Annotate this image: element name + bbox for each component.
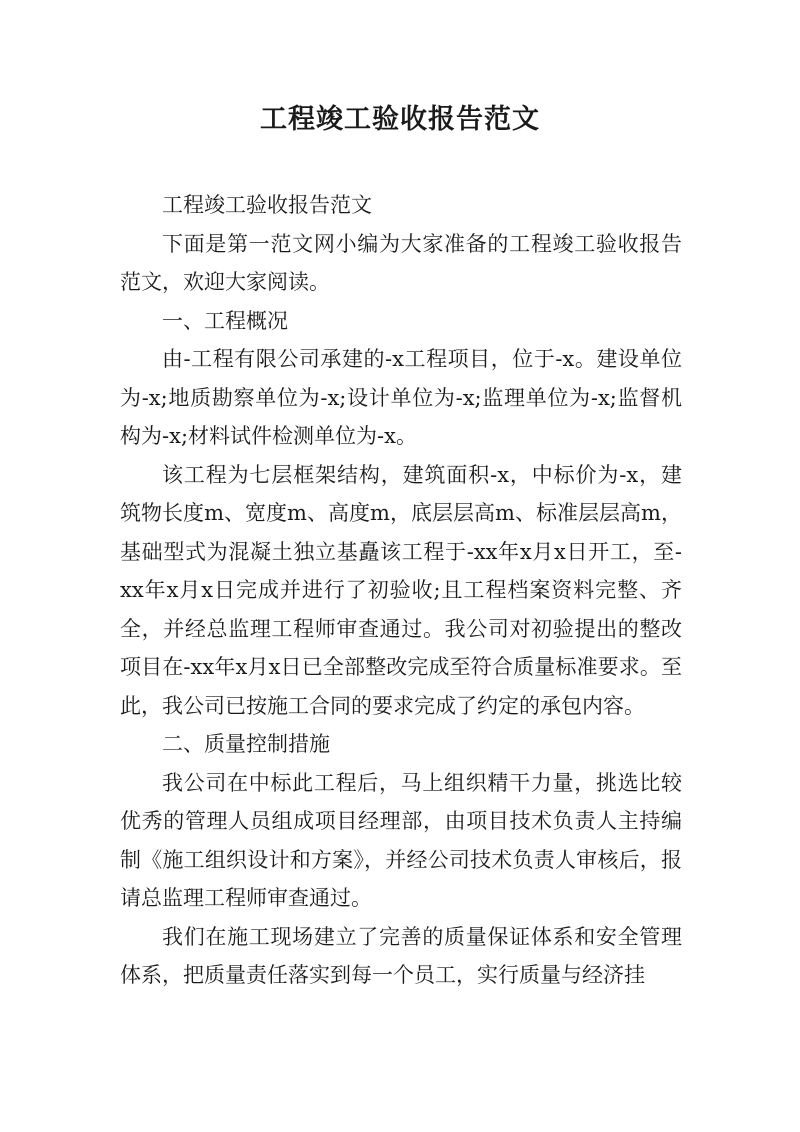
paragraph-project-units: 由-工程有限公司承建的-x工程项目，位于-x。建设单位为-x;地质勘察单位为-x;设计单位为-x;监理单位为-x;监督机构为-x;材料试件检测单位为-x。	[120, 347, 682, 448]
document-title: 工程竣工验收报告范文	[260, 104, 540, 135]
paragraph-intro: 下面是第一范文网小编为大家准备的工程竣工验收报告范文，欢迎大家阅读。	[120, 231, 682, 294]
paragraph-quality-organization: 我公司在中标此工程后，马上组织精干力量，挑选比较优秀的管理人员组成项目经理部，由项目技术负责人主持编制《施工组织设计和方案》，并经公司技术负责人审核后，报请总监理工程师审查通过。	[120, 770, 682, 910]
section-heading-quality-control: 二、质量控制措施	[162, 732, 330, 756]
section-heading-overview: 一、工程概况	[162, 308, 288, 333]
paragraph-project-details: 该工程为七层框架结构，建筑面积-x，中标价为-x，建筑物长度m、宽度m、高度m，底层层高m、标准层层高m，基础型式为混凝土独立基矗该工程于-xx年x月x日开工，至-xx年x月x日完成并进行了初验收;且工程档案资料完整、齐全，并经总监理工程师审查通过。我公司对初验提出的整改项目在-xx年x月x日已全部整改完成至符合质量标准要求。至此，我公司已按施工合同的要求完成了约定的承包内容。	[120, 462, 682, 718]
document-body	[120, 186, 682, 995]
paragraph-quality-system: 我们在施工现场建立了完善的质量保证体系和安全管理体系，把质量责任落实到每一个员工，实行质量与经济挂	[120, 924, 682, 987]
paragraph-heading-repeat: 工程竣工验收报告范文	[162, 193, 372, 217]
